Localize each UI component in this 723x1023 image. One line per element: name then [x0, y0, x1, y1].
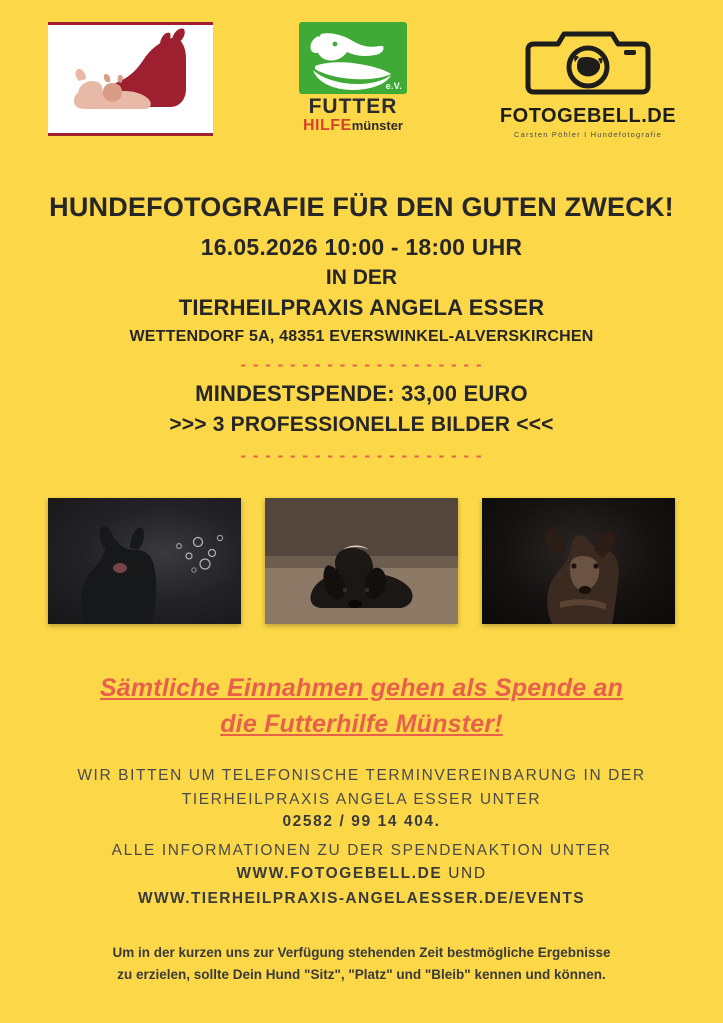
event-address: WETTENDORF 5A, 48351 EVERSWINKEL-ALVERSKIRCHEN — [129, 327, 594, 345]
event-venue: TIERHEILPRAXIS ANGELA ESSER — [178, 294, 545, 320]
camera-dog-icon — [524, 22, 652, 98]
footnote-line-1: Um in der kurzen uns zur Verfügung stehenden Zeit bestmögliche Ergebnisse — [112, 945, 611, 960]
divider-bottom: - - - - - - - - - - - - - - - - - - - - — [240, 445, 483, 465]
photo-dog-1 — [48, 498, 241, 624]
donation-note-line-1: Sämtliche Einnahmen gehen als Spende an — [99, 673, 624, 702]
page-title: HUNDEFOTOGRAFIE FÜR DEN GUTEN ZWECK! — [49, 192, 674, 222]
event-location-prefix: IN DER — [325, 265, 398, 289]
contact-phone[interactable]: 02582 / 99 14 404. — [282, 812, 441, 830]
donation-note — [0, 670, 723, 743]
contact-website-1-row — [28, 865, 695, 883]
futterhilfe-emblem — [299, 22, 407, 94]
fotogebell-subtitle: Carsten Pöhler I Hundefotografie — [513, 130, 663, 139]
footnote-line-2: zu erzielen, sollte Dein Hund "Sitz", "Platz" und "Bleib" kennen und können. — [117, 966, 606, 982]
contact-block — [0, 764, 723, 908]
futterhilfe-ev-label: e.V. — [385, 81, 402, 91]
contact-website-1[interactable]: WWW.FOTOGEBELL.DE — [236, 865, 443, 882]
contact-line-3: ALLE INFORMATIONEN ZU DER SPENDENAKTION UNTER — [111, 841, 612, 859]
photo-dog-3 — [482, 498, 675, 624]
futterhilfe-word-hilfe — [299, 118, 407, 135]
tierheilpraxis-logo — [48, 22, 213, 136]
logo-row — [0, 0, 723, 139]
contact-website-conjunction: UND — [448, 865, 487, 882]
futterhilfe-hilfe-text: HILFE — [302, 117, 352, 135]
photo-row — [0, 498, 723, 624]
futterhilfe-word-futter: FUTTER — [308, 95, 398, 118]
fotogebell-name: FOTOGEBELL.DE — [499, 105, 677, 127]
contact-line-1: WIR BITTEN UM TELEFONISCHE TERMINVEREINBARUNG IN DER — [77, 767, 646, 785]
footnote — [0, 942, 723, 985]
contact-line-2: TIERHEILPRAXIS ANGELA ESSER UNTER — [181, 790, 542, 808]
futterhilfe-muenster-text: münster — [351, 118, 403, 134]
dog-photo-2-illustration — [265, 498, 458, 624]
donation-note-line-2: die Futterhilfe Münster! — [220, 710, 503, 738]
fotogebell-logo — [493, 22, 683, 139]
event-date: 16.05.2026 10:00 - 18:00 UHR — [200, 233, 523, 260]
donation-amount: MINDESTSPENDE: 33,00 EURO — [195, 380, 528, 406]
headline-block — [0, 191, 723, 466]
contact-website-2[interactable]: WWW.TIERHEILPRAXIS-ANGELAESSER.DE/EVENTS — [138, 890, 585, 907]
photo-dog-2 — [265, 498, 458, 624]
dog-photo-3-illustration — [482, 498, 675, 624]
divider-top: - - - - - - - - - - - - - - - - - - - - — [240, 354, 483, 374]
futterhilfe-logo — [299, 22, 407, 135]
included-pictures: >>> 3 PROFESSIONELLE BILDER <<< — [169, 412, 554, 436]
horse-cat-dog-icon — [48, 25, 213, 127]
dog-photo-1-illustration — [48, 498, 241, 624]
